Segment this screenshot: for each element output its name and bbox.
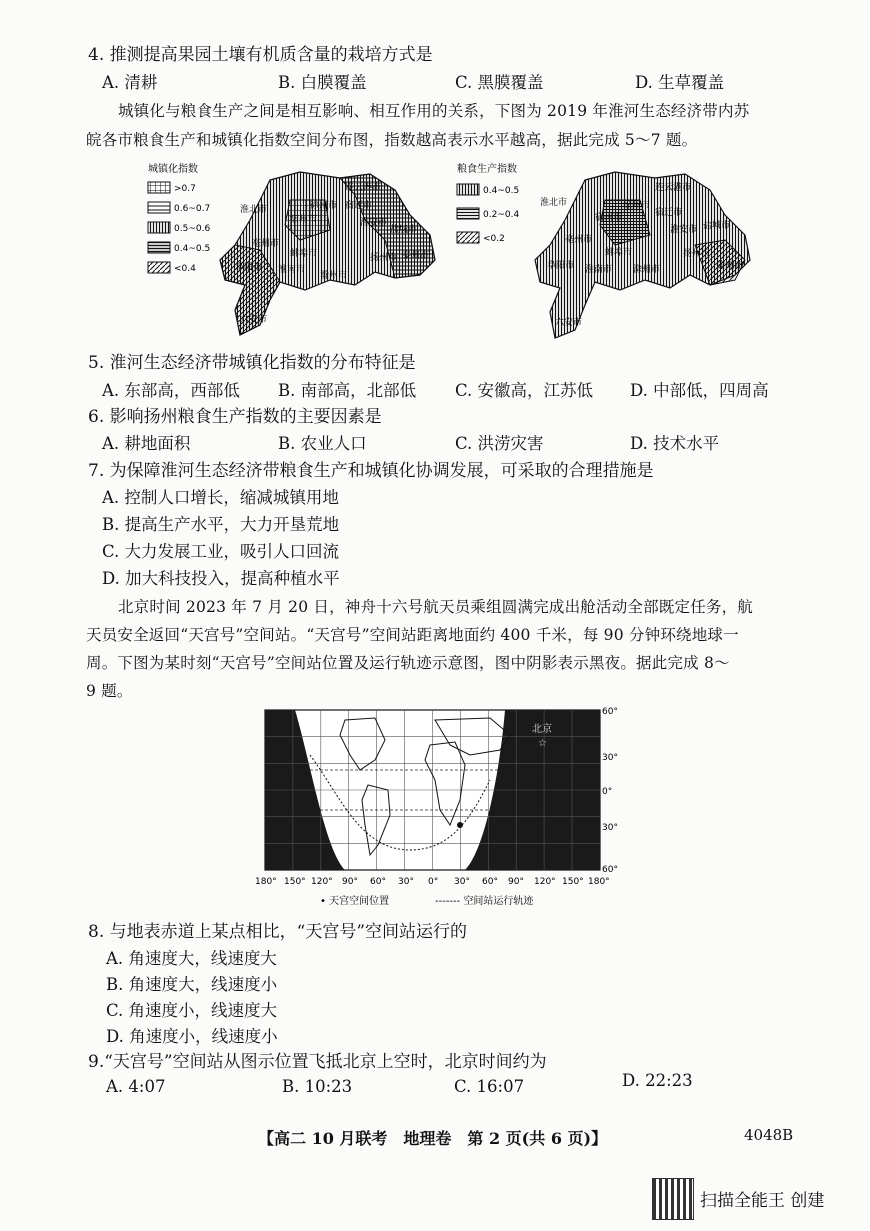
q5-option-d: D. 中部低，四周高 [630, 381, 769, 400]
q4-option-b: B. 白膜覆盖 [278, 73, 367, 92]
map-right-label: 宿州市 [595, 213, 623, 223]
map-right-label: 六安市 [555, 318, 583, 328]
lat-label: 30° [602, 753, 618, 763]
map-right-label: 扬州市 [683, 249, 711, 259]
intro-1-line-1: 城镇化与粮食生产之间是相互影响、相互作用的关系，下图为 2019 年淮河生态经济带内苏 [118, 102, 750, 120]
legend-track: ------- 空间站运行轨迹 [435, 896, 534, 907]
lon-label: 90° [342, 877, 358, 887]
q5-option-b: B. 南部高，北部低 [278, 381, 417, 400]
map-right-label: 阜阳市 [547, 261, 575, 271]
map-right-label: 盐城市 [703, 221, 731, 231]
grain-production-map [455, 160, 755, 345]
map-right-label: 淮南市 [585, 265, 613, 275]
q6-option-a: A. 耕地面积 [102, 434, 191, 453]
urban-legend-item: 0.4~0.5 [174, 244, 211, 254]
lon-label: 180° [588, 877, 610, 887]
q6-option-b: B. 农业人口 [278, 434, 367, 453]
question-6-stem: 6. 影响扬州粮食生产指数的主要因素是 [88, 407, 382, 427]
map-left-label: 徐州市 [310, 201, 338, 211]
question-7-stem: 7. 为保障淮河生态经济带粮食生产和城镇化协调发展，可采取的合理措施是 [88, 461, 654, 481]
map-left-label: 盐城市 [390, 225, 418, 235]
q6-option-c: C. 洪涝灾害 [455, 434, 544, 453]
urbanization-map [140, 160, 440, 340]
map-right-label: 宿迁市 [655, 208, 683, 218]
map-left-label: 蚌埠市 [290, 249, 318, 259]
question-4-stem: 4. 推测提高果园土壤有机质含量的栽培方式是 [88, 45, 433, 65]
q7-option-d: D. 加大科技投入，提高种植水平 [102, 569, 340, 588]
map-left-label: 亳州市 [252, 239, 280, 249]
question-9-stem: 9.“天宫号”空间站从图示位置飞抵北京上空时，北京时间约为 [88, 1052, 547, 1072]
station-position-marker [457, 822, 463, 828]
map-left-label: 淮安市 [360, 218, 388, 228]
q7-option-a: A. 控制人口增长，缩减城镇用地 [102, 488, 339, 507]
map-right-label: 淮北市 [540, 198, 568, 208]
q5-option-a: A. 东部高，西部低 [102, 381, 240, 400]
q9-option-c: C. 16:07 [454, 1077, 525, 1096]
map-left-label: 连云港市 [345, 183, 382, 193]
intro-2-line-3: 周。下图为某时刻“天宫号”空间站位置及运行轨迹示意图，图中阴影表示黑夜。据此完成 8～ [86, 654, 730, 672]
map-left-label: 扬州市 [370, 253, 398, 263]
lon-label: 150° [284, 877, 306, 887]
q9-option-b: B. 10:23 [282, 1077, 353, 1096]
q4-option-c: C. 黑膜覆盖 [455, 73, 544, 92]
map-left-label: 阜阳市 [235, 263, 263, 273]
lon-label: 30° [398, 877, 414, 887]
urban-legend-item: >0.7 [174, 184, 196, 194]
intro-2-line-4: 9 题。 [86, 682, 133, 700]
intro-2-line-1: 北京时间 2023 年 7 月 20 日，神舟十六号航天员乘组圆满完成出舱活动全部既定任务，航 [118, 598, 753, 616]
lat-label: 60° [602, 865, 618, 875]
q7-option-b: B. 提高生产水平，大力开垦荒地 [102, 515, 340, 534]
grain-legend-item: 0.2~0.4 [483, 210, 520, 220]
q4-option-d: D. 生草覆盖 [635, 73, 725, 92]
beijing-star-icon: ☆ [538, 738, 547, 749]
map-right-label: 徐州市 [623, 201, 651, 211]
q8-option-c: C. 角速度小，线速度大 [106, 1001, 278, 1020]
urban-legend-item: <0.4 [174, 264, 196, 274]
question-5-stem: 5. 淮河生态经济带城镇化指数的分布特征是 [88, 353, 416, 373]
lon-label: 120° [534, 877, 556, 887]
q6-option-d: D. 技术水平 [630, 434, 720, 453]
legend-station: • 天宫空间位置 [320, 896, 390, 907]
lon-label: 120° [311, 877, 333, 887]
grain-legend-item: <0.2 [483, 234, 505, 244]
question-8-stem: 8. 与地表赤道上某点相比，“天宫号”空间站运行的 [88, 922, 468, 942]
q9-option-d: D. 22:23 [622, 1071, 693, 1090]
lon-label: 30° [454, 877, 470, 887]
map-right-label: 滁州市 [633, 265, 661, 275]
grain-legend-item: 0.4~0.5 [483, 186, 520, 196]
urban-legend-title: 城镇化指数 [148, 164, 198, 175]
map-right-label: 泰州市 [717, 261, 745, 271]
q5-option-c: C. 安徽高，江苏低 [455, 381, 594, 400]
map-right-label: 亳州市 [565, 235, 593, 245]
q4-option-a: A. 清耕 [102, 73, 158, 92]
q9-option-a: A. 4:07 [106, 1077, 166, 1096]
grain-legend-title: 粮食生产指数 [457, 164, 517, 175]
lon-label: 60° [482, 877, 498, 887]
q8-option-b: B. 角速度大，线速度小 [106, 975, 278, 994]
lon-label: 90° [508, 877, 524, 887]
lon-label: 0° [428, 877, 439, 887]
urban-legend-item: 0.6~0.7 [174, 204, 211, 214]
tiangong-orbit-map [250, 700, 625, 915]
lat-label: 30° [602, 823, 618, 833]
paper-code: 4048B [744, 1126, 794, 1144]
map-left-label: 宿州市 [290, 215, 318, 225]
map-left-label: 六安市 [240, 315, 268, 325]
intro-1-line-2: 皖各市粮食生产和城镇化指数空间分布图，指数越高表示水平越高，据此完成 5～7 题。 [86, 131, 698, 149]
q8-option-a: A. 角速度大，线速度大 [106, 949, 277, 968]
map-right-label: 连云港市 [655, 183, 692, 193]
map-left-label: 淮南市 [278, 265, 306, 275]
lat-label: 60° [602, 707, 618, 717]
lon-label: 150° [562, 877, 584, 887]
beijing-label: 北京 [532, 724, 552, 735]
map-left-label: 滁州市 [320, 271, 348, 281]
lon-label: 180° [255, 877, 277, 887]
watermark-text: 扫描全能王 创建 [700, 1191, 825, 1211]
intro-2-line-2: 天员安全返回“天宫号”空间站。“天宫号”空间站距离地面约 400 千米，每 90 分钟环绕地球一 [86, 626, 739, 644]
map-left-label: 宿迁市 [345, 201, 373, 211]
q7-option-c: C. 大力发展工业，吸引人口回流 [102, 542, 340, 561]
map-left-label: 泰州市 [402, 251, 430, 261]
urban-legend-item: 0.5~0.6 [174, 224, 211, 234]
map-right-label: 淮安市 [670, 225, 698, 235]
q8-option-d: D. 角速度小，线速度小 [106, 1027, 278, 1046]
lon-label: 60° [370, 877, 386, 887]
map-left-label: 淮北市 [240, 205, 268, 215]
lat-label: 0° [602, 787, 613, 797]
map-right-label: 蚌埠市 [605, 248, 633, 258]
qr-code-icon [652, 1178, 694, 1220]
page-footer: 【高二 10 月联考 地理卷 第 2 页(共 6 页)】 [258, 1129, 608, 1148]
